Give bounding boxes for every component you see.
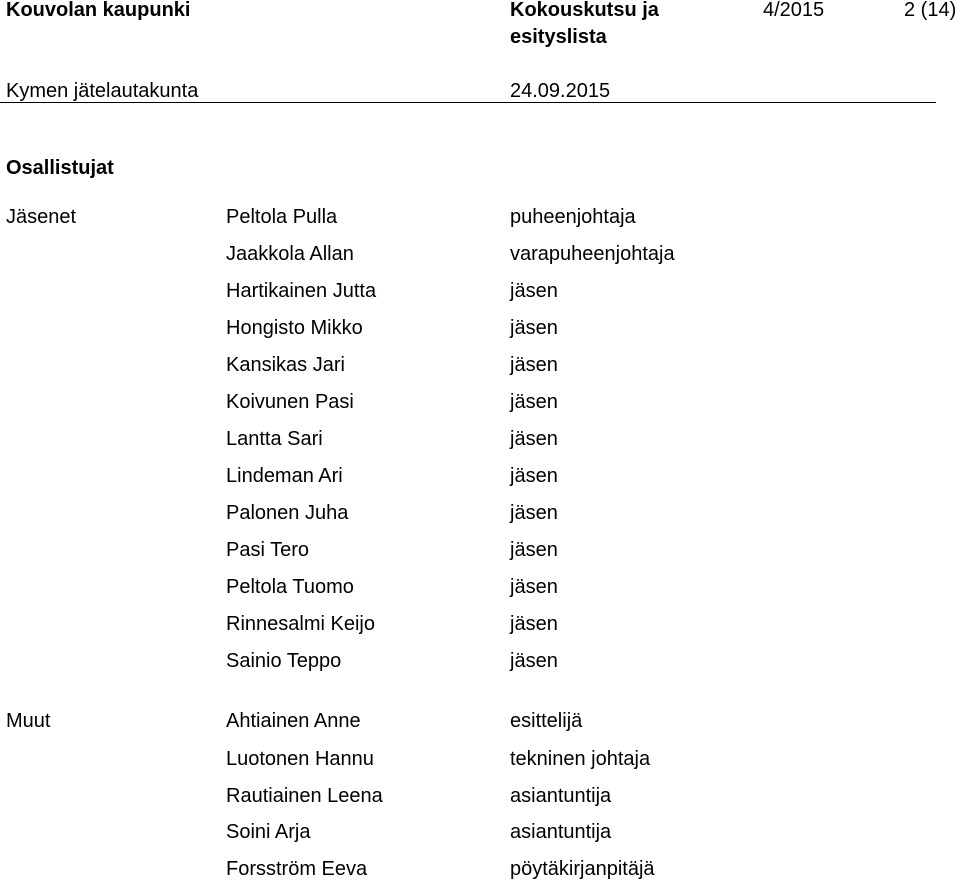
other-row xyxy=(0,821,960,843)
other-row xyxy=(0,748,960,770)
participant-name: Peltola Tuomo xyxy=(226,576,354,598)
member-row xyxy=(0,243,960,265)
participant-name: Kansikas Jari xyxy=(226,354,345,376)
member-row xyxy=(0,465,960,487)
participant-role: pöytäkirjanpitäjä xyxy=(510,858,655,880)
participant-role: jäsen xyxy=(510,317,558,339)
member-row xyxy=(0,354,960,376)
participant-name: Rinnesalmi Keijo xyxy=(226,613,375,635)
other-row xyxy=(0,858,960,880)
participant-name: Soini Arja xyxy=(226,821,311,843)
participant-role: jäsen xyxy=(510,502,558,524)
member-row xyxy=(0,650,960,672)
member-row xyxy=(0,206,960,228)
page-number: 2 (14) xyxy=(904,0,957,21)
participant-role: asiantuntija xyxy=(510,821,612,843)
participant-role: varapuheenjohtaja xyxy=(510,243,675,265)
participant-name: Lindeman Ari xyxy=(226,465,343,487)
document-type-line-1: Kokouskutsu ja xyxy=(510,0,659,21)
participant-name: Hongisto Mikko xyxy=(226,317,363,339)
participant-role: jäsen xyxy=(510,428,558,450)
participant-name: Jaakkola Allan xyxy=(226,243,354,265)
other-row xyxy=(0,785,960,807)
section-title: Osallistujat xyxy=(6,157,114,179)
participant-role: jäsen xyxy=(510,576,558,598)
participant-role: esittelijä xyxy=(510,710,583,732)
participant-name: Pasi Tero xyxy=(226,539,310,561)
member-row xyxy=(0,391,960,413)
participant-role: puheenjohtaja xyxy=(510,206,636,228)
meeting-date: 24.09.2015 xyxy=(510,80,611,102)
organization-name: Kouvolan kaupunki xyxy=(6,0,191,21)
member-row xyxy=(0,317,960,339)
participant-role: asiantuntija xyxy=(510,785,612,807)
member-row xyxy=(0,539,960,561)
participant-name: Peltola Pulla xyxy=(226,206,338,228)
participant-role: jäsen xyxy=(510,465,558,487)
participant-name: Luotonen Hannu xyxy=(226,748,374,770)
member-row xyxy=(0,502,960,524)
participant-name: Sainio Teppo xyxy=(226,650,342,672)
participant-role: jäsen xyxy=(510,613,558,635)
participant-role: jäsen xyxy=(510,391,558,413)
member-row xyxy=(0,280,960,302)
participant-name: Lantta Sari xyxy=(226,428,323,450)
other-row xyxy=(0,710,960,732)
participant-role: jäsen xyxy=(510,354,558,376)
participant-role: jäsen xyxy=(510,650,558,672)
header-divider xyxy=(0,102,936,103)
participant-name: Koivunen Pasi xyxy=(226,391,354,413)
member-row xyxy=(0,613,960,635)
participant-name: Forsström Eeva xyxy=(226,858,368,880)
member-row xyxy=(0,576,960,598)
participant-role: jäsen xyxy=(510,539,558,561)
document-type-line-2: esityslista xyxy=(510,26,607,48)
committee-name: Kymen jätelautakunta xyxy=(6,80,199,102)
participant-name: Palonen Juha xyxy=(226,502,349,524)
group-label: Jäsenet xyxy=(6,206,77,228)
participant-name: Rautiainen Leena xyxy=(226,785,383,807)
meeting-number: 4/2015 xyxy=(763,0,825,21)
participant-name: Ahtiainen Anne xyxy=(226,710,361,732)
member-row xyxy=(0,428,960,450)
participant-name: Hartikainen Jutta xyxy=(226,280,377,302)
participant-role: jäsen xyxy=(510,280,558,302)
participant-role: tekninen johtaja xyxy=(510,748,651,770)
group-label: Muut xyxy=(6,710,51,732)
